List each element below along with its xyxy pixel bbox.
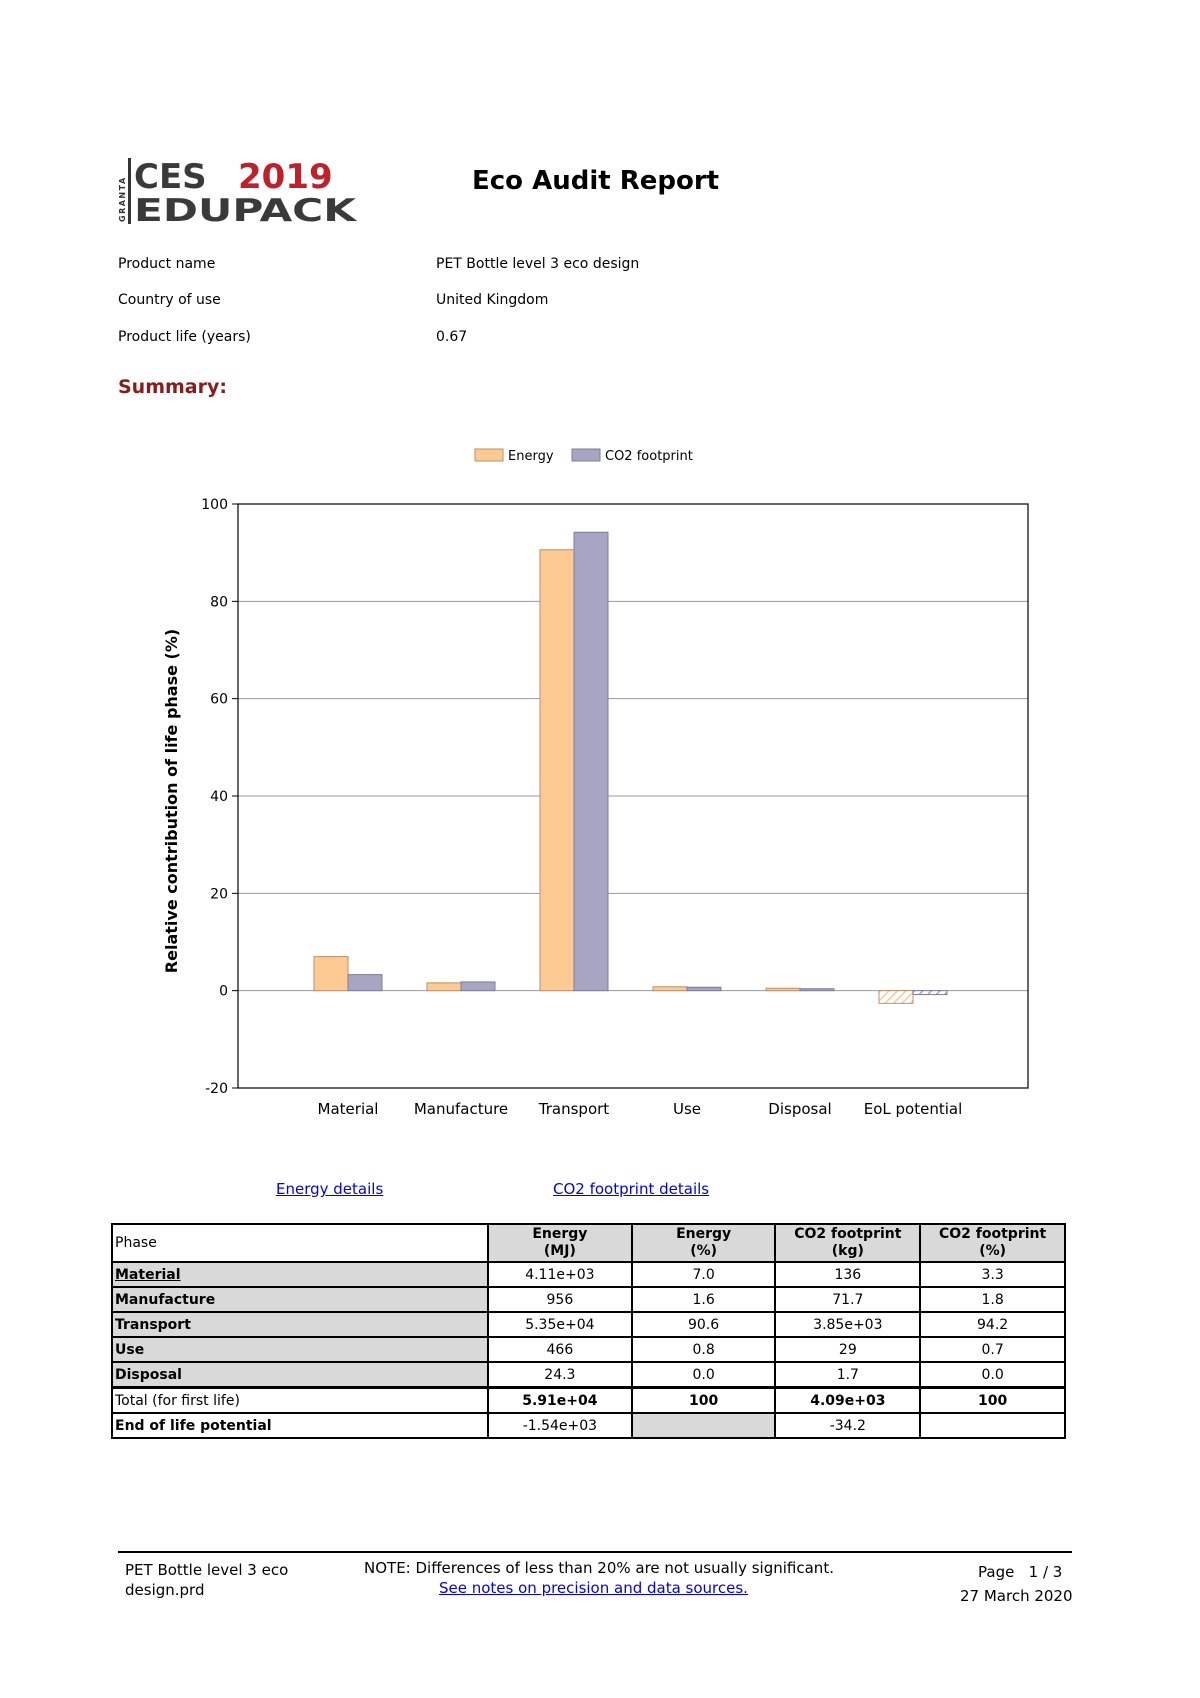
co2-pct-cell: 1.8 xyxy=(920,1287,1065,1312)
co2-pct-column-header: CO2 footprint (%) xyxy=(920,1224,1065,1262)
energy-mj-cell: 5.35e+04 xyxy=(488,1312,632,1337)
energy-mj-cell: 956 xyxy=(488,1287,632,1312)
footer-note: NOTE: Differences of less than 20% are not usually significant. xyxy=(364,1559,834,1577)
energy-pct-cell: 7.0 xyxy=(632,1262,776,1287)
total-co2-kg: 4.09e+03 xyxy=(775,1388,920,1414)
y-tick-label: -20 xyxy=(205,1081,228,1097)
table-row xyxy=(112,1312,1065,1337)
bar-energy-disposal xyxy=(766,988,800,990)
co2-kg-cell: 3.85e+03 xyxy=(775,1312,920,1337)
ces-edupack-logo xyxy=(116,158,366,224)
phase-name-disposal: Disposal xyxy=(112,1362,488,1388)
total-label: Total (for first life) xyxy=(112,1388,488,1414)
table-row xyxy=(112,1262,1065,1287)
x-category-label: Transport xyxy=(538,1100,610,1118)
product-name-label: Product name xyxy=(118,256,216,272)
product-life-label: Product life (years) xyxy=(118,329,251,345)
x-category-label: Material xyxy=(317,1100,379,1118)
country-of-use-label: Country of use xyxy=(118,292,221,308)
eol-row xyxy=(112,1413,1065,1438)
phase-name-transport: Transport xyxy=(112,1312,488,1337)
eol-energy-mj: -1.54e+03 xyxy=(488,1413,632,1438)
logo-year-text: 2019 xyxy=(238,158,333,197)
legend-energy-swatch xyxy=(475,449,503,461)
energy-mj-cell: 466 xyxy=(488,1337,632,1362)
chart-y-axis-label: Relative contribution of life phase (%) xyxy=(162,628,181,974)
product-life-value: 0.67 xyxy=(436,329,468,345)
total-energy-mj: 5.91e+04 xyxy=(488,1388,632,1414)
bar-co2-disposal xyxy=(800,989,834,991)
legend-co2-footprint-label: CO2 footprint xyxy=(605,449,693,464)
total-energy-pct: 100 xyxy=(632,1388,776,1414)
phase-name-use: Use xyxy=(112,1337,488,1362)
x-category-label: EoL potential xyxy=(863,1100,963,1118)
report-date: 27 March 2020 xyxy=(960,1587,1073,1605)
co2-kg-cell: 1.7 xyxy=(775,1362,920,1388)
footer-divider xyxy=(118,1551,1072,1553)
bar-energy-use xyxy=(653,987,687,991)
life-phase-bar-chart xyxy=(140,432,1060,1132)
eol-label: End of life potential xyxy=(112,1413,488,1438)
bar-energy-transport xyxy=(540,550,574,991)
logo-vendor-text: GRANTA xyxy=(118,176,127,222)
co2-kg-cell: 71.7 xyxy=(775,1287,920,1312)
phase-breakdown-table xyxy=(111,1223,1066,1439)
legend-energy-label: Energy xyxy=(508,449,554,464)
y-tick-label: 60 xyxy=(210,691,228,708)
bar-energy-manufacture xyxy=(427,983,461,991)
energy-mj-column-header: Energy (MJ) xyxy=(488,1224,632,1262)
x-category-label: Disposal xyxy=(768,1100,832,1118)
x-category-label: Use xyxy=(672,1100,702,1118)
bar-co2-eol-potential xyxy=(913,991,947,995)
co2-pct-cell: 94.2 xyxy=(920,1312,1065,1337)
bar-co2-use xyxy=(687,987,721,990)
eol-co2-kg: -34.2 xyxy=(775,1413,920,1438)
bar-co2-material xyxy=(348,975,382,991)
co2-pct-cell: 0.0 xyxy=(920,1362,1065,1388)
footer-filename: PET Bottle level 3 eco design.prd xyxy=(125,1561,289,1599)
eol-energy-pct-empty xyxy=(632,1413,776,1438)
energy-pct-column-header: Energy (%) xyxy=(632,1224,776,1262)
chart-bars xyxy=(314,532,947,1003)
energy-pct-cell: 90.6 xyxy=(632,1312,776,1337)
co2-footprint-details-link[interactable]: CO2 footprint details xyxy=(553,1180,710,1198)
chart-grid xyxy=(238,601,1028,990)
chart-legend xyxy=(475,449,693,464)
table-header-row xyxy=(112,1224,1065,1262)
x-category-label: Manufacture xyxy=(413,1100,509,1118)
legend-co2-footprint-swatch xyxy=(572,449,600,461)
energy-pct-cell: 1.6 xyxy=(632,1287,776,1312)
precision-notes-link[interactable]: See notes on precision and data sources. xyxy=(439,1579,748,1597)
y-tick-label: 20 xyxy=(210,886,228,903)
energy-mj-cell: 4.11e+03 xyxy=(488,1262,632,1287)
table-row xyxy=(112,1337,1065,1362)
table-row xyxy=(112,1362,1065,1388)
eol-co2-pct-empty xyxy=(920,1413,1065,1438)
bar-co2-manufacture xyxy=(461,982,495,991)
chart-y-ticks xyxy=(201,497,238,1097)
logo-ces-text: CES xyxy=(134,158,207,197)
energy-mj-cell: 24.3 xyxy=(488,1362,632,1388)
phase-name-material[interactable]: Material xyxy=(112,1262,488,1287)
report-title: Eco Audit Report xyxy=(472,166,720,196)
y-tick-label: 0 xyxy=(219,983,228,1000)
logo-edupack-text: EDUPACK xyxy=(134,193,358,224)
bar-co2-transport xyxy=(574,532,608,990)
co2-kg-cell: 29 xyxy=(775,1337,920,1362)
summary-heading: Summary: xyxy=(118,376,227,398)
y-tick-label: 80 xyxy=(210,594,228,611)
table-row xyxy=(112,1287,1065,1312)
co2-pct-cell: 0.7 xyxy=(920,1337,1065,1362)
energy-pct-cell: 0.8 xyxy=(632,1337,776,1362)
product-name-value: PET Bottle level 3 eco design xyxy=(436,256,640,272)
energy-pct-cell: 0.0 xyxy=(632,1362,776,1388)
bar-energy-material xyxy=(314,957,348,991)
total-row xyxy=(112,1388,1065,1414)
y-tick-label: 40 xyxy=(210,789,228,805)
y-tick-label: 100 xyxy=(201,497,228,513)
chart-x-categories xyxy=(318,1100,963,1118)
phase-name-manufacture: Manufacture xyxy=(112,1287,488,1312)
co2-pct-cell: 3.3 xyxy=(920,1262,1065,1287)
co2-kg-cell: 136 xyxy=(775,1262,920,1287)
co2-kg-column-header: CO2 footprint (kg) xyxy=(775,1224,920,1262)
energy-details-link[interactable]: Energy details xyxy=(276,1180,384,1198)
country-of-use-value: United Kingdom xyxy=(436,292,549,308)
bar-energy-eol-potential xyxy=(879,991,913,1004)
total-co2-pct: 100 xyxy=(920,1388,1065,1414)
page-indicator: Page 1 / 3 xyxy=(978,1563,1063,1581)
phase-column-header: Phase xyxy=(112,1224,488,1262)
